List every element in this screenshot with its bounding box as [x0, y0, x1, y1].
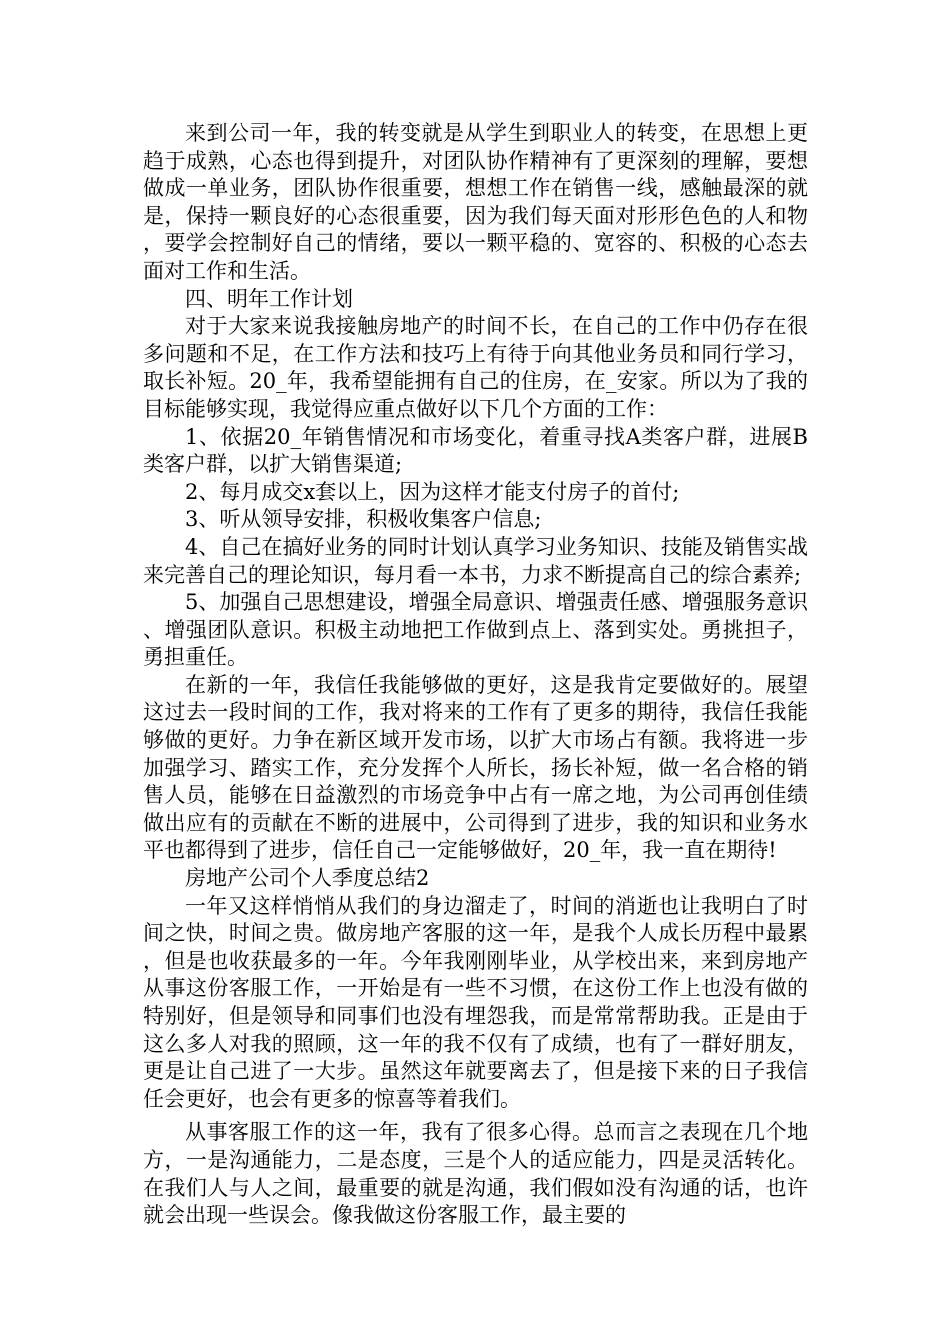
paragraph-reflection: 来到公司一年，我的转变就是从学生到职业人的转变，在思想上更趋于成熟，心态也得到提升，对团队协作精神有了更深刻的理解，要想做成一单业务，团队协作很重要，想想工作在销售一线，感触最深的就是，保持一颗良好的心态很重要，因为我们每天面对形形色色的人和物，要学会控制好自己的情绪，要以一颗平稳的、宽容的、积极的心态去面对工作和生活。	[143, 121, 808, 283]
paragraph-year-review: 一年又这样悄悄从我们的身边溜走了，时间的消逝也让我明白了时间之快，时间之贵。做房地产客服的这一年，是我个人成长历程中最累，但是也收获最多的一年。今年我刚刚毕业，从学校出来，来到房地产从事这份客服工作，一开始是有一些不习惯，在这份工作上也没有做的特别好，但是领导和同事们也没有埋怨我，而是常常帮助我。正是由于这么多人对我的照顾，这一年的我不仅有了成绩，也有了一群好朋友，更是让自己进了一大步。虽然这年就要离去了，但是接下来的日子我信任会更好，也会有更多的惊喜等着我们。	[143, 893, 808, 1111]
paragraph-plan-intro: 对于大家来说我接触房地产的时间不长，在自己的工作中仍存在很多问题和不足，在工作方法和技巧上有待于向其他业务员和同行学习，取长补短。20_年，我希望能拥有自己的住房，在_安家。所以为了我的目标能够实现，我觉得应重点做好以下几个方面的工作：	[143, 314, 808, 421]
paragraph-outlook: 在新的一年，我信任我能够做的更好，这是我肯定要做好的。展望这过去一段时间的工作，我对将来的工作有了更多的期待，我信任我能够做的更好。力争在新区域开发市场，以扩大市场占有额。我将进一步加强学习、踏实工作，充分发挥个人所长，扬长补短，做一名合格的销售人员，能够在日益激烈的市场竞争中占有一席之地，为公司再创佳绩做出应有的贡献在不断的进展中，公司得到了进步，我的知识和业务水平也都得到了进步，信任自己一定能够做好，20_年，我一直在期待!	[143, 672, 808, 863]
plan-item-1: 1、依据20_年销售情况和市场变化，着重寻找A类客户群，进展B类客户群，以扩大销售渠道;	[143, 424, 808, 477]
section-title-summary-2: 房地产公司个人季度总结2	[185, 866, 430, 891]
plan-item-5: 5、加强自己思想建设，增强全局意识、增强责任感、增强服务意识、增强团队意识。积极主动地把工作做到点上、落到实处。勇挑担子，勇担重任。	[143, 590, 808, 670]
paragraph-customer-service: 从事客服工作的这一年，我有了很多心得。总而言之表现在几个地方，一是沟通能力，二是态度，三是个人的适应能力，四是灵活转化。在我们人与人之间，最重要的就是沟通，我们假如没有沟通的话，也许就会出现一些误会。像我做这份客服工作，最主要的	[143, 1120, 808, 1228]
document-body	[143, 120, 808, 1230]
plan-item-3: 3、听从领导安排，积极收集客户信息;	[185, 507, 542, 532]
section-heading-next-year-plan: 四、明年工作计划	[185, 286, 353, 311]
plan-item-2: 2、每月成交x套以上，因为这样才能支付房子的首付;	[185, 479, 680, 504]
plan-item-4: 4、自己在搞好业务的同时计划认真学习业务知识、技能及销售实战来完善自己的理论知识，每月看一本书，力求不断提高自己的综合素养;	[143, 534, 808, 587]
